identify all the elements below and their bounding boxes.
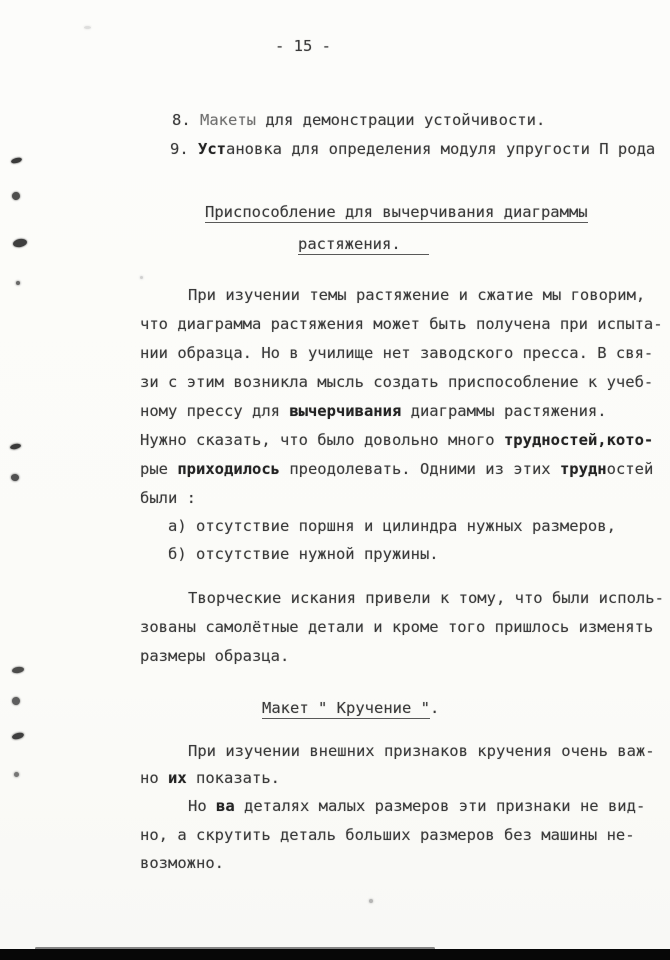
- text-segment: что диаграмма растяжения может быть получена при испыта-: [140, 315, 663, 333]
- text-segment: ва: [216, 797, 235, 815]
- page-number: [275, 36, 331, 56]
- text-segment: приходилось: [177, 460, 280, 478]
- text-segment: а) отсутствие поршня и цилиндра нужных размеров,: [168, 517, 616, 535]
- text-segment: трудн: [559, 460, 607, 478]
- body-line: [140, 372, 653, 392]
- ink-mark: [11, 157, 23, 165]
- ink-mark: [11, 696, 20, 705]
- text-segment: но: [140, 769, 168, 787]
- body-line: [140, 488, 196, 508]
- text-segment: Приспособление для вычерчивания диаграммы: [205, 203, 588, 221]
- text-segment: деталях малых размеров эти признаки не вид-: [234, 797, 646, 815]
- body-line: [140, 343, 653, 363]
- text-segment: Уст: [198, 140, 226, 158]
- text-segment: были :: [140, 489, 196, 507]
- scan-speck: [140, 276, 143, 279]
- text-segment: остей: [606, 460, 654, 478]
- text-segment: При изучении темы растяжение и сжатие мы говорим,: [188, 286, 646, 304]
- text-segment: ановка для определения модуля упругости П рода: [226, 140, 656, 158]
- body-line: [140, 430, 653, 450]
- scan-speck: [84, 26, 91, 29]
- text-segment: показать.: [186, 769, 280, 787]
- ink-mark: [12, 238, 27, 248]
- body-line: [140, 314, 663, 334]
- text-segment: трудностей,кото-: [503, 431, 654, 449]
- text-segment: 9.: [170, 140, 198, 158]
- text-segment: рые: [140, 460, 178, 478]
- text-segment: ному прессу для: [140, 402, 290, 420]
- ink-mark: [10, 443, 22, 450]
- body-line: [188, 741, 655, 761]
- text-segment: - 15 -: [275, 37, 331, 55]
- text-segment: Творческие искания привели к тому, что были исполь-: [188, 589, 664, 607]
- list-item-b: [168, 544, 439, 564]
- text-segment: б) отсутствие нужной пружины.: [168, 545, 439, 563]
- section-heading-stretch-line-2: [298, 234, 429, 254]
- text-segment: [401, 235, 429, 255]
- section-heading-torsion: [262, 698, 439, 718]
- text-segment: Нужно сказать, что было довольно много: [140, 431, 504, 449]
- body-line: [140, 617, 653, 637]
- scan-edge-band: [0, 949, 670, 960]
- ink-mark: [16, 281, 20, 285]
- list-item-8: [172, 110, 545, 130]
- list-item-a: [168, 516, 616, 536]
- text-segment: зованы самолётные детали и кроме того пришлось изменять: [140, 618, 654, 636]
- text-segment: .: [429, 699, 440, 717]
- text-segment: Макет " Кручение ": [262, 699, 430, 717]
- text-segment: но, а скрутить деталь больших размеров без машины не-: [140, 826, 635, 844]
- text-segment: диаграммы растяжения.: [401, 402, 607, 420]
- body-line: [188, 796, 645, 816]
- body-line: [140, 459, 653, 479]
- ink-mark: [11, 191, 20, 200]
- text-segment: Но: [188, 797, 216, 815]
- text-segment: растяжения.: [298, 235, 401, 253]
- text-segment: для демонстрации устойчивости.: [256, 111, 546, 129]
- text-segment: 8.: [172, 111, 200, 129]
- body-line: [188, 588, 664, 608]
- body-line: [140, 768, 280, 788]
- text-segment: их: [168, 769, 187, 787]
- body-line: [140, 825, 635, 845]
- ink-mark: [11, 732, 24, 741]
- text-segment: размеры образца.: [140, 647, 290, 665]
- section-heading-stretch-line-1: [205, 202, 588, 222]
- body-line: [140, 853, 224, 873]
- text-segment: преодолевать. Одними из этих: [279, 460, 560, 478]
- body-line: [140, 401, 607, 421]
- text-segment: возможно.: [140, 854, 224, 872]
- text-segment: Макеты: [200, 111, 256, 129]
- ink-mark: [11, 474, 20, 482]
- text-segment: зи с этим возникла мысль создать приспособление к учеб-: [140, 373, 654, 391]
- text-segment: При изучении внешних признаков кручения очень важ-: [188, 742, 655, 760]
- ink-mark: [12, 666, 25, 674]
- body-line: [140, 646, 289, 666]
- scan-speck: [369, 899, 373, 903]
- body-line: [188, 285, 645, 305]
- list-item-9: [170, 139, 655, 159]
- text-segment: нии образца. Но в училище нет заводского пресса. В свя-: [140, 344, 654, 362]
- text-segment: вычерчивания: [289, 402, 402, 420]
- ink-mark: [14, 772, 19, 777]
